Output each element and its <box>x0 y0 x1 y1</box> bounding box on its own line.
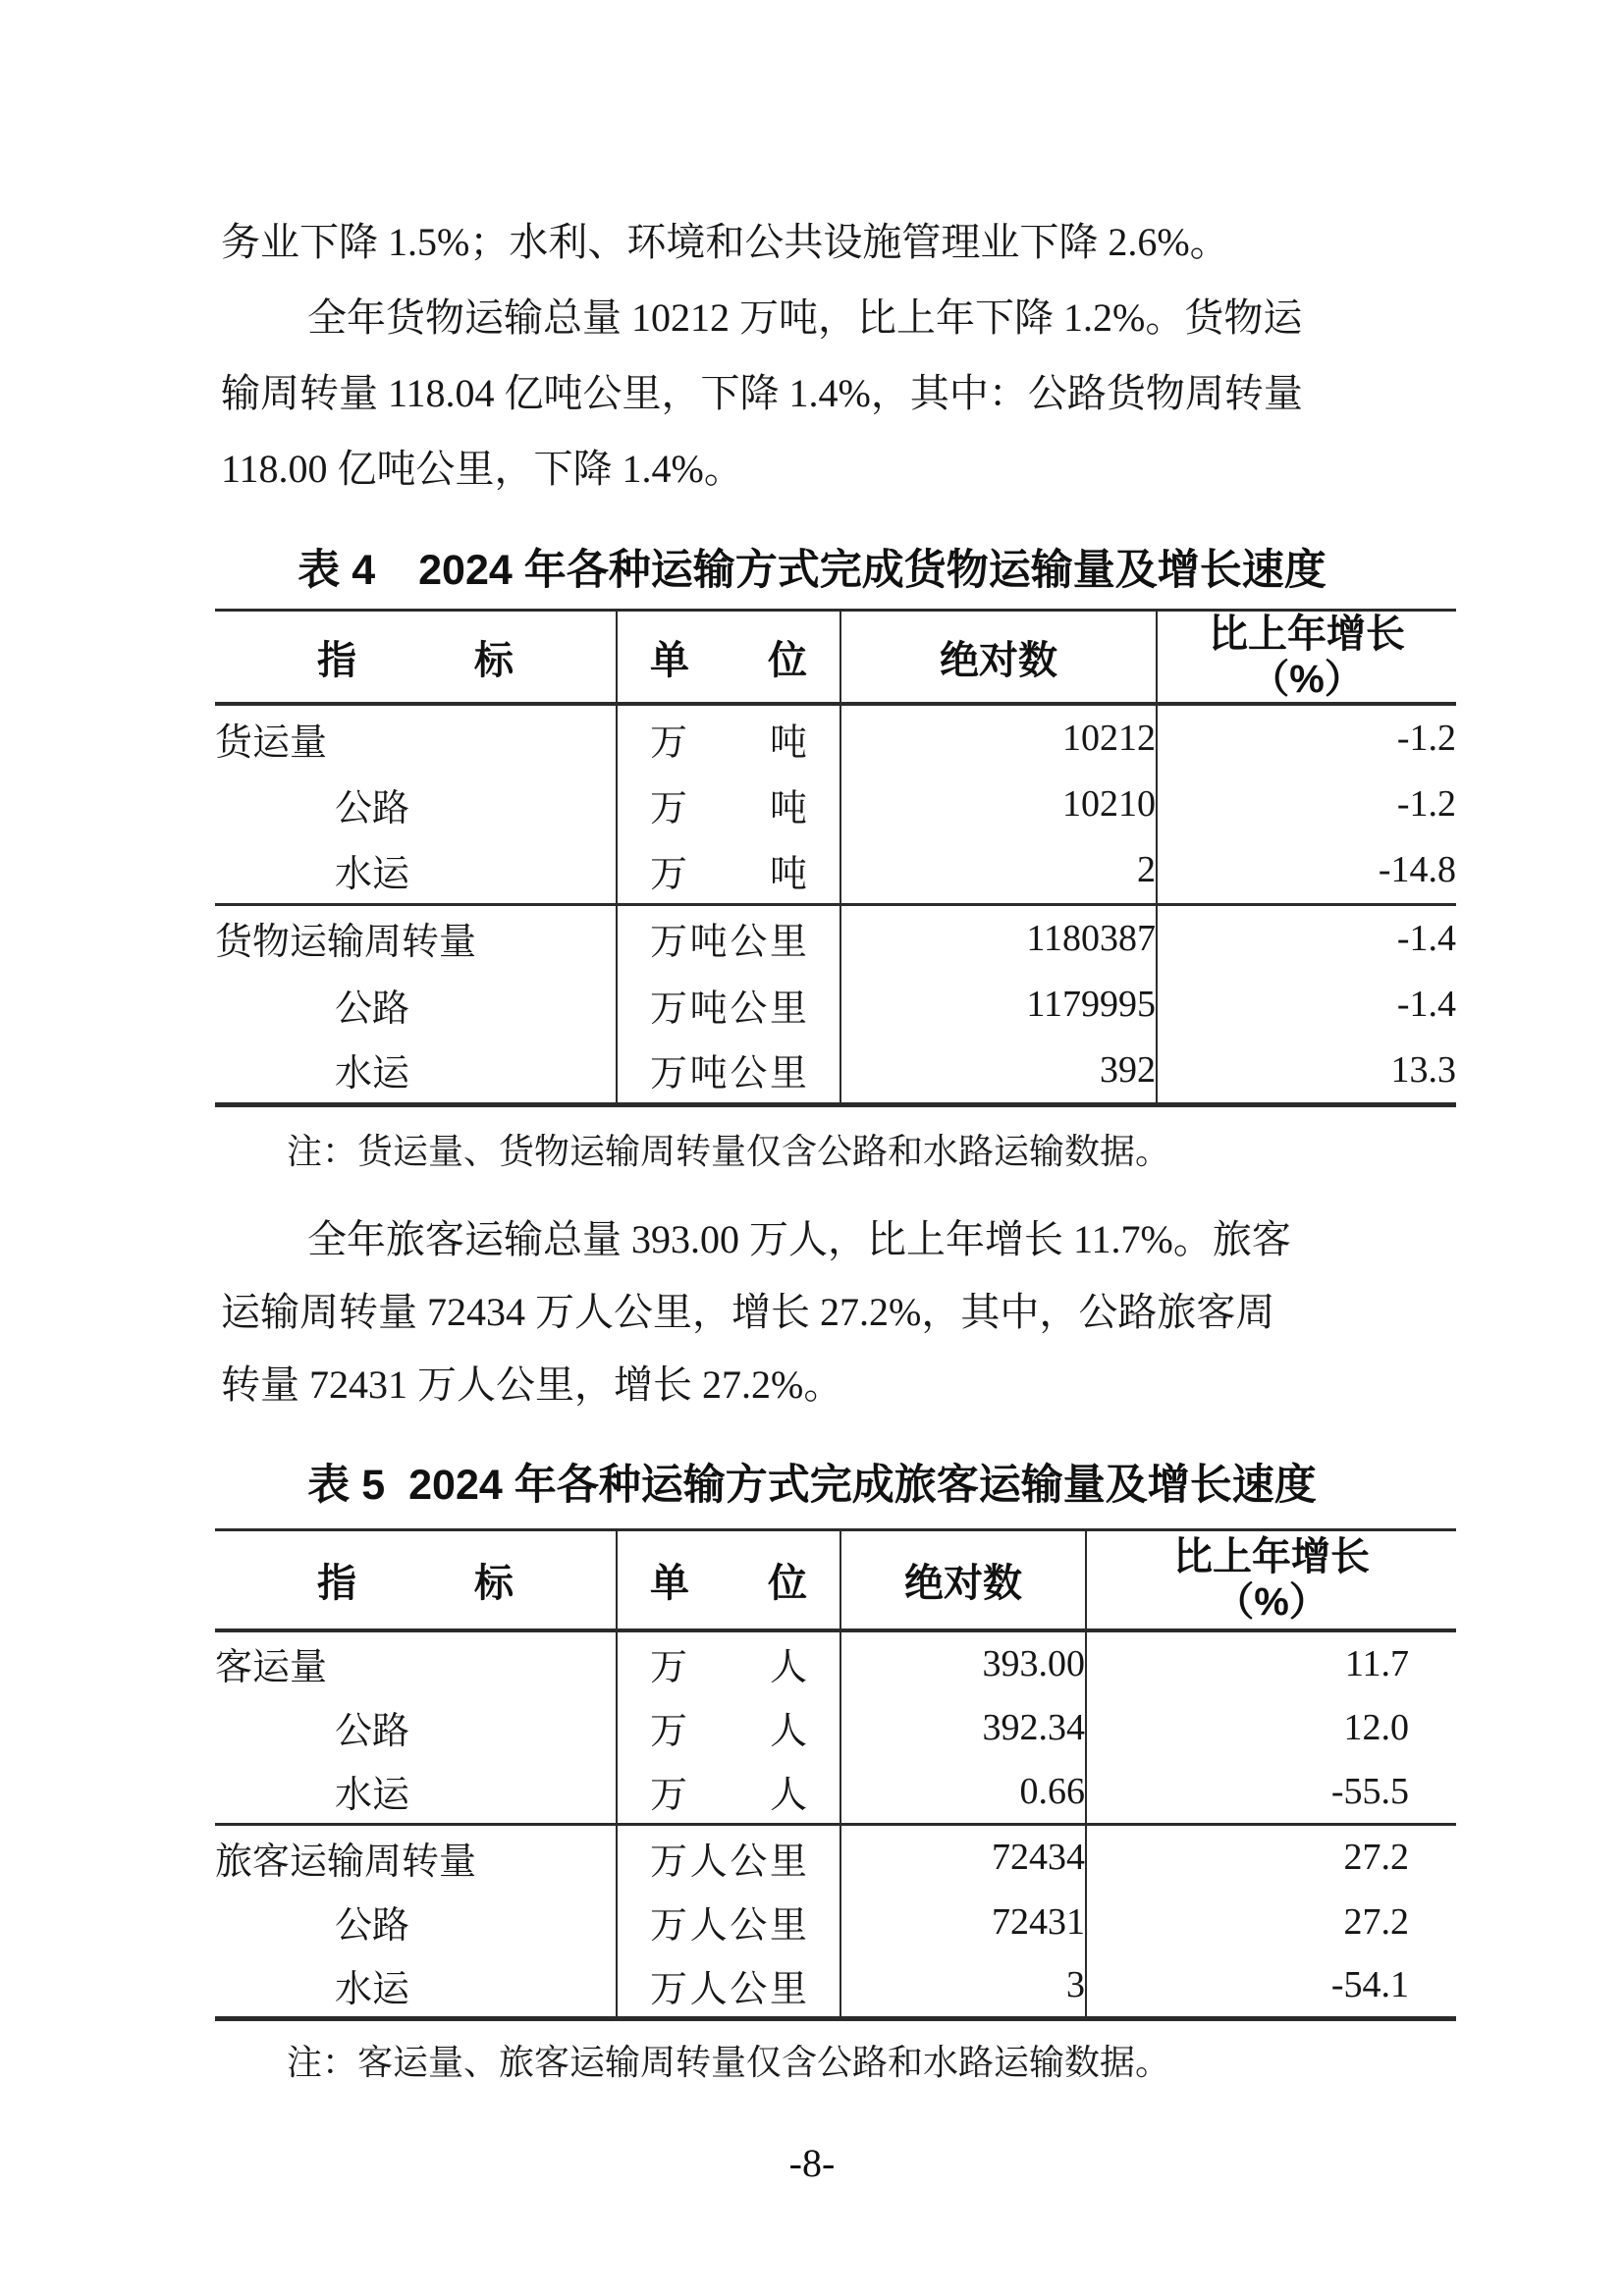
header-growth-line1: 比上年增长 <box>1209 613 1405 656</box>
page-number: -8- <box>788 2141 836 2185</box>
freight-table <box>215 609 1456 1107</box>
table-row <box>215 904 1456 971</box>
header-growth-line1: 比上年增长 <box>1173 1535 1370 1579</box>
table-row <box>215 1630 1456 1695</box>
text-line: 转量 72431 万人公里，增长 27.2%。 <box>221 1362 843 1407</box>
unit-cell: 万人公里 <box>617 1954 840 2019</box>
text-line: 务业下降 1.5%；水利、环境和公共设施管理业下降 2.6%。 <box>221 220 1229 264</box>
table-row <box>215 1760 1456 1825</box>
absolute-cell: 0.66 <box>840 1760 1086 1825</box>
growth-cell: 12.0 <box>1086 1695 1456 1760</box>
growth-cell: 13.3 <box>1157 1038 1456 1104</box>
table-label: 表 5 <box>307 1462 386 1509</box>
table-row <box>215 1038 1456 1104</box>
header-growth <box>1086 1530 1456 1630</box>
absolute-cell: 392 <box>840 1038 1157 1104</box>
table-row <box>215 1825 1456 1890</box>
table-header-row <box>215 1530 1456 1630</box>
absolute-cell: 392.34 <box>840 1695 1086 1760</box>
absolute-cell: 1180387 <box>840 904 1157 971</box>
absolute-cell: 10210 <box>840 771 1157 837</box>
growth-cell: 11.7 <box>1086 1630 1456 1695</box>
growth-cell: -54.1 <box>1086 1954 1456 2019</box>
unit-cell: 万人 <box>617 1695 840 1760</box>
unit-cell: 万人公里 <box>617 1890 840 1954</box>
table-label: 表 4 <box>298 547 376 594</box>
paragraph-freight <box>221 204 1438 507</box>
indicator-cell: 公路 <box>335 988 410 1030</box>
absolute-cell: 10212 <box>840 704 1157 771</box>
absolute-cell: 3 <box>840 1954 1086 2019</box>
unit-cell: 万吨公里 <box>617 904 840 971</box>
unit-cell: 万吨 <box>617 837 840 904</box>
indicator-cell: 水运 <box>335 1775 410 1817</box>
passenger-table-note: 注：客运量、旅客运输周转量仅含公路和水路运输数据。 <box>287 2043 1171 2082</box>
header-absolute: 绝对数 <box>840 1530 1086 1630</box>
indicator-cell: 公路 <box>335 787 410 829</box>
header-growth-line2: （%） <box>1215 1580 1328 1625</box>
header-indicator: 指标 <box>317 1561 514 1605</box>
table-row <box>215 837 1456 904</box>
unit-cell: 万人 <box>617 1760 840 1825</box>
absolute-cell: 2 <box>840 837 1157 904</box>
table-row <box>215 1954 1456 2019</box>
header-growth-line2: （%） <box>1250 658 1364 701</box>
header-unit: 单位 <box>617 1530 840 1630</box>
growth-cell: -55.5 <box>1086 1760 1456 1825</box>
unit-cell: 万人 <box>617 1630 840 1695</box>
indicator-cell: 公路 <box>335 1905 410 1947</box>
growth-cell: 27.2 <box>1086 1825 1456 1890</box>
header-unit: 单位 <box>617 611 840 705</box>
text-line: 全年旅客运输总量 393.00 万人，比上年增长 11.7%。旅客 <box>307 1217 1291 1261</box>
passenger-table <box>215 1528 1456 2021</box>
unit-cell: 万吨 <box>617 771 840 837</box>
freight-table-title <box>0 546 1624 595</box>
text-line: 运输周转量 72434 万人公里，增长 27.2%，其中，公路旅客周 <box>221 1290 1275 1334</box>
absolute-cell: 72431 <box>840 1890 1086 1954</box>
indicator-cell: 水运 <box>335 853 410 895</box>
growth-cell: -14.8 <box>1157 837 1456 904</box>
growth-cell: -1.2 <box>1157 704 1456 771</box>
table-title-text: 2024 年各种运输方式完成货物运输量及增长速度 <box>418 547 1326 594</box>
absolute-cell: 72434 <box>840 1825 1086 1890</box>
unit-cell: 万吨 <box>617 704 840 771</box>
indicator-cell: 客运量 <box>215 1647 328 1688</box>
table-row <box>215 771 1456 837</box>
growth-cell: -1.4 <box>1157 971 1456 1038</box>
indicator-cell: 货物运输周转量 <box>215 922 477 964</box>
text-line: 全年货物运输总量 10212 万吨，比上年下降 1.2%。货物运 <box>307 295 1303 340</box>
absolute-cell: 1179995 <box>840 971 1157 1038</box>
passenger-table-title <box>0 1461 1624 1510</box>
indicator-cell: 货运量 <box>215 721 328 764</box>
indicator-cell: 水运 <box>335 1053 410 1095</box>
table-header-row <box>215 611 1456 705</box>
indicator-cell: 公路 <box>335 1711 410 1752</box>
table-row <box>215 704 1456 771</box>
unit-cell: 万吨公里 <box>617 1038 840 1104</box>
growth-cell: -1.4 <box>1157 904 1456 971</box>
absolute-cell: 393.00 <box>840 1630 1086 1695</box>
freight-table-note: 注：货运量、货物运输周转量仅含公路和水路运输数据。 <box>287 1132 1171 1171</box>
header-growth <box>1157 611 1456 705</box>
text-line: 输周转量 118.04 亿吨公里，下降 1.4%，其中：公路货物周转量 <box>221 371 1303 415</box>
text-line: 118.00 亿吨公里，下降 1.4%。 <box>221 447 743 491</box>
header-absolute: 绝对数 <box>840 611 1157 705</box>
indicator-cell: 水运 <box>335 1968 410 2010</box>
table-row <box>215 971 1456 1038</box>
growth-cell: -1.2 <box>1157 771 1456 837</box>
indicator-cell: 旅客运输周转量 <box>215 1841 477 1883</box>
unit-cell: 万人公里 <box>617 1825 840 1890</box>
table-row <box>215 1695 1456 1760</box>
paragraph-passenger <box>221 1203 1438 1421</box>
header-indicator: 指标 <box>317 638 514 682</box>
growth-cell: 27.2 <box>1086 1890 1456 1954</box>
table-title-text: 2024 年各种运输方式完成旅客运输量及增长速度 <box>408 1462 1317 1509</box>
table-row <box>215 1890 1456 1954</box>
unit-cell: 万吨公里 <box>617 971 840 1038</box>
